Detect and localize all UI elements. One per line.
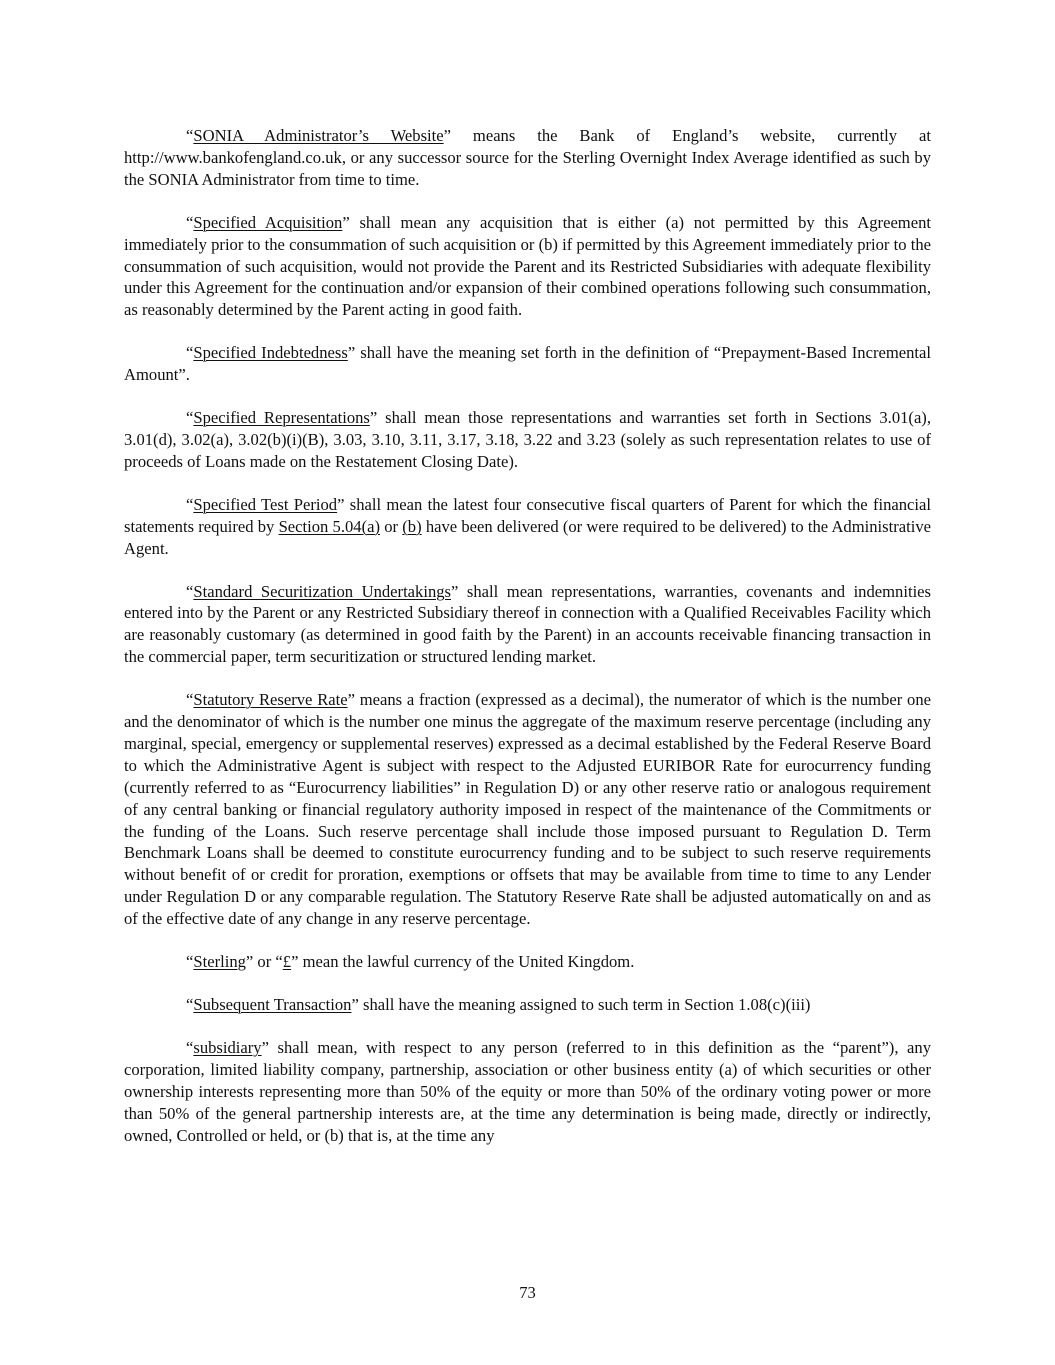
paragraph-text: ” shall mean, with respect to any person (referred to in this definition as the “parent”), any corporation, limited liability company, partnership, association or other business entity (a) of which securities or other ownership interests representing more than 50% of the equity or more than 50% of the ordinary voting power or more than 50% of the general partnership interests are, at the time any determination is being made, directly or indirectly, owned, Controlled or held, or (b) that is, at the time any <box>124 1037 931 1145</box>
definition-paragraph <box>124 951 931 973</box>
cross-reference: Section 5.04(a) <box>278 516 380 536</box>
paragraph-text: ” or “ <box>245 952 283 972</box>
definition-paragraph <box>124 212 931 322</box>
defined-term: Sterling <box>193 952 246 972</box>
defined-term: SONIA Administrator’s Website <box>193 126 444 145</box>
defined-term: Subsequent Transaction <box>193 995 352 1014</box>
defined-term: Specified Acquisition <box>193 212 343 232</box>
paragraph-text: “ <box>186 690 194 710</box>
defined-term: subsidiary <box>193 1037 262 1057</box>
definition-paragraph <box>124 689 931 930</box>
defined-term: Statutory Reserve Rate <box>193 690 348 710</box>
paragraph-text: have been delivered (or were required to be delivered) to the Administrative Agent. <box>124 516 931 558</box>
paragraph-text: ” shall have the meaning assigned to such term in Section 1.08(c)(iii) <box>351 995 811 1014</box>
definition-paragraph <box>124 342 931 386</box>
paragraph-text: ” mean the lawful currency of the United Kingdom. <box>291 952 635 972</box>
paragraph-text: ” shall mean those representations and warranties set forth in Sections 3.01(a), 3.01(d), 3.02(a), 3.02(b)(i)(B), 3.03, 3.10, 3.11, 3.17, 3.18, 3.22 and 3.23 (solely as such representation relates to use of proceeds of Loans made on the Restatement Closing Date). <box>124 408 931 471</box>
paragraph-text: ” shall mean the latest four consecutive fiscal quarters of Parent for which the financial statements required by <box>124 494 931 536</box>
paragraph-text: “ <box>186 212 194 232</box>
paragraph-text: ” means the Bank of England’s website, currently at http://www.bankofengland.co.uk, or any successor source for the Sterling Overnight Index Average identified as such by the SONIA Administrator from time to time. <box>124 126 931 189</box>
definition-paragraph <box>124 1037 931 1147</box>
defined-term: Standard Securitization Undertakings <box>193 581 451 601</box>
paragraph-text: “ <box>186 1037 194 1057</box>
paragraph-text: “ <box>186 408 194 428</box>
defined-term: Specified Representations <box>193 408 370 428</box>
document-body <box>124 125 931 1167</box>
defined-term: Specified Test Period <box>193 494 338 514</box>
paragraph-text: “ <box>186 952 194 972</box>
definition-paragraph <box>124 581 931 669</box>
paragraph-text: “ <box>186 126 194 145</box>
paragraph-text: “ <box>186 995 194 1014</box>
defined-term: Specified Indebtedness <box>193 343 348 363</box>
paragraph-text: ” means a fraction (expressed as a decimal), the numerator of which is the number one and the denominator of which is the number one minus the aggregate of the maximum reserve percentage (including any marginal, special, emergency or supplemental reserves) expressed as a decimal established by the Federal Reserve Board to which the Administrative Agent is subject with respect to the Adjusted EURIBOR Rate for eurocurrency funding (currently referred to as “Eurocurrency liabilities” in Regulation D) or any other reserve ratio or analogous requirement of any central banking or financial regulatory authority imposed in respect of the maintenance of the Commitments or the funding of the Loans. Such reserve percentage shall include those imposed pursuant to Regulation D. Term Benchmark Loans shall be deemed to constitute eurocurrency funding and to be subject to such reserve requirements without benefit of or credit for proration, exemptions or offsets that may be available from time to time to any Lender under Regulation D or any comparable regulation. The Statutory Reserve Rate shall be adjusted automatically on and as of the effective date of any change in any reserve percentage. <box>124 690 931 929</box>
paragraph-text: “ <box>186 343 194 363</box>
paragraph-text: “ <box>186 494 194 514</box>
definition-paragraph <box>124 994 931 1016</box>
paragraph-text: ” shall mean representations, warranties, covenants and indemnities entered into by the Parent or any Restricted Subsidiary thereof in connection with a Qualified Receivables Facility which are reasonably customary (as determined in good faith by the Parent) in an accounts receivable financing transaction in the commercial paper, term securitization or structured lending market. <box>124 581 931 667</box>
paragraph-text: “ <box>186 581 194 601</box>
paragraph-text: ” shall mean any acquisition that is either (a) not permitted by this Agreement immediately prior to the consummation of such acquisition or (b) if permitted by this Agreement immediately prior to the consummation of such acquisition, would not provide the Parent and its Restricted Subsidiaries with adequate flexibility under this Agreement for the continuation and/or expansion of their combined operations following such consummation, as reasonably determined by the Parent acting in good faith. <box>124 212 931 320</box>
paragraph-text: or <box>380 516 403 536</box>
definition-paragraph <box>124 125 931 191</box>
cross-reference: £ <box>282 952 292 972</box>
definition-paragraph <box>124 407 931 473</box>
page-number: 73 <box>519 1283 536 1302</box>
cross-reference: (b) <box>402 516 422 536</box>
definition-paragraph <box>124 494 931 560</box>
paragraph-text: ” shall have the meaning set forth in the definition of “Prepayment-Based Incremental Amount”. <box>124 343 931 385</box>
